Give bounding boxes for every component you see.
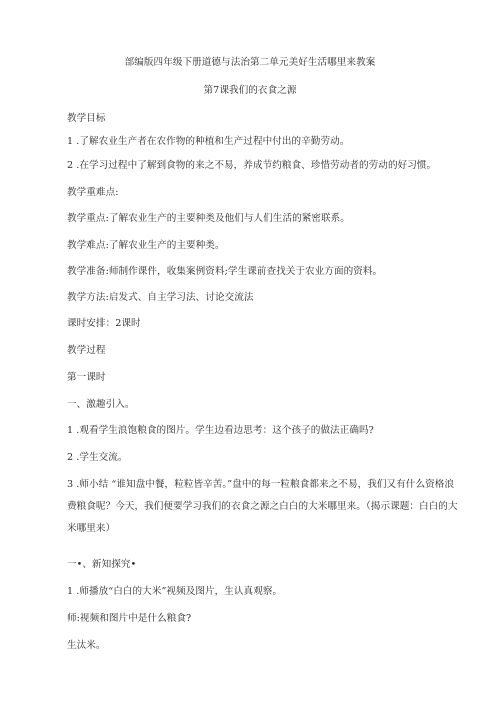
paragraph: 师:视频和图片中是什么粮食? bbox=[67, 613, 192, 624]
paragraph: 教学方法:启发式、自主学习法、讨论交流法 bbox=[67, 292, 254, 303]
paragraph: 3 .师小结 “谁知盘中餐，粒粒皆辛苦。”盘中的每一粒粮食都来之不易，我们又有什么资格浪费粮食呢？今天，我们便要学习我们的衣食之源之白白的大米哪里来。（揭示课题：白白的大米哪里来） bbox=[67, 479, 458, 534]
section-heading: 一•、新知探究• bbox=[67, 559, 137, 570]
paragraph: 课时安排：2课时 bbox=[67, 318, 141, 329]
paragraph: 1 .观看学生浪饱粮食的图片。学生边看边思考：这个孩子的做法正确吗? bbox=[67, 425, 374, 436]
paragraph: 1 .了解农业生产者在农作物的种植和生产过程中付出的辛勤劳动。 bbox=[67, 136, 350, 147]
section-heading: 教学目标 bbox=[67, 113, 106, 124]
section-heading: 教学过程 bbox=[67, 345, 106, 356]
paragraph: 教学难点:了解农业生产的主要种类。 bbox=[67, 240, 225, 251]
paragraph: 2 .在学习过程中了解到食物的来之不易，养成节约粮食、珍惜劳动者的劳动的好习惯。 bbox=[67, 160, 437, 171]
paragraph: 教学重点:了解农业生产的主要种类及他们与人们生活的紧密联系。 bbox=[67, 213, 350, 224]
document-title: 部编版四年级下册道德与法治第二单元美好生活哪里来教案 bbox=[124, 57, 376, 68]
paragraph: 2 .学生交流。 bbox=[67, 452, 128, 463]
paragraph: 1 .师播放“白白的大米”视频及图片，生认真观察。 bbox=[67, 586, 283, 597]
paragraph: 生汰米。 bbox=[67, 640, 106, 651]
section-heading: 第一课时 bbox=[67, 372, 106, 383]
paragraph: 教学准备:师制作课件，收集案例资料;学生课前查找关于农业方面的资料。 bbox=[67, 266, 383, 277]
section-heading: 一、激趣引入。 bbox=[67, 399, 135, 410]
section-heading: 教学重难点: bbox=[67, 187, 119, 198]
lesson-title: 第7课我们的衣食之源 bbox=[203, 85, 297, 96]
